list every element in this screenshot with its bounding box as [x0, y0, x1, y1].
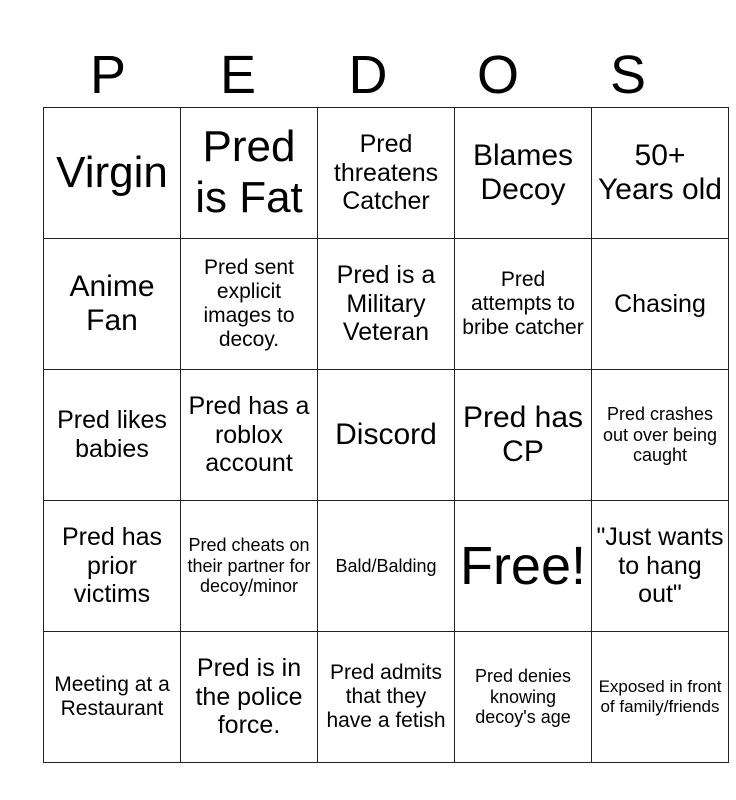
bingo-cell[interactable]: Pred threatens Catcher — [318, 108, 455, 239]
header-letter: E — [219, 45, 257, 105]
bingo-cell[interactable]: Pred has a roblox account — [181, 370, 318, 501]
bingo-cell[interactable]: "Just wants to hang out" — [592, 501, 729, 632]
bingo-cell[interactable]: Discord — [318, 370, 455, 501]
bingo-header — [43, 40, 693, 110]
bingo-cell[interactable]: Pred denies knowing decoy's age — [455, 632, 592, 763]
bingo-cell[interactable]: Pred admits that they have a fetish — [318, 632, 455, 763]
bingo-cell[interactable]: Meeting at a Restaurant — [44, 632, 181, 763]
board-row — [44, 370, 729, 501]
bingo-cell[interactable]: Pred crashes out over being caught — [592, 370, 729, 501]
bingo-cell[interactable]: Pred has prior victims — [44, 501, 181, 632]
bingo-cell[interactable]: Exposed in front of family/friends — [592, 632, 729, 763]
board-row — [44, 632, 729, 763]
bingo-cell[interactable]: Pred has CP — [455, 370, 592, 501]
bingo-cell[interactable]: Pred is Fat — [181, 108, 318, 239]
free-cell[interactable]: Free! — [455, 501, 592, 632]
board-row — [44, 501, 729, 632]
bingo-cell[interactable]: 50+ Years old — [592, 108, 729, 239]
bingo-board — [43, 107, 729, 763]
bingo-cell[interactable]: Virgin — [44, 108, 181, 239]
bingo-cell[interactable]: Pred attempts to bribe catcher — [455, 239, 592, 370]
header-letter: P — [89, 45, 127, 105]
board-row — [44, 108, 729, 239]
bingo-cell[interactable]: Pred likes babies — [44, 370, 181, 501]
bingo-cell[interactable]: Pred is a Military Veteran — [318, 239, 455, 370]
bingo-cell[interactable]: Pred sent explicit images to decoy. — [181, 239, 318, 370]
board-row — [44, 239, 729, 370]
header-letter: S — [609, 45, 647, 105]
bingo-cell[interactable]: Anime Fan — [44, 239, 181, 370]
header-letter: D — [348, 45, 388, 105]
bingo-cell[interactable]: Blames Decoy — [455, 108, 592, 239]
bingo-cell[interactable]: Pred is in the police force. — [181, 632, 318, 763]
bingo-cell[interactable]: Bald/Balding — [318, 501, 455, 632]
bingo-cell[interactable]: Chasing — [592, 239, 729, 370]
header-letter: O — [476, 45, 519, 105]
bingo-cell[interactable]: Pred cheats on their partner for decoy/minor — [181, 501, 318, 632]
